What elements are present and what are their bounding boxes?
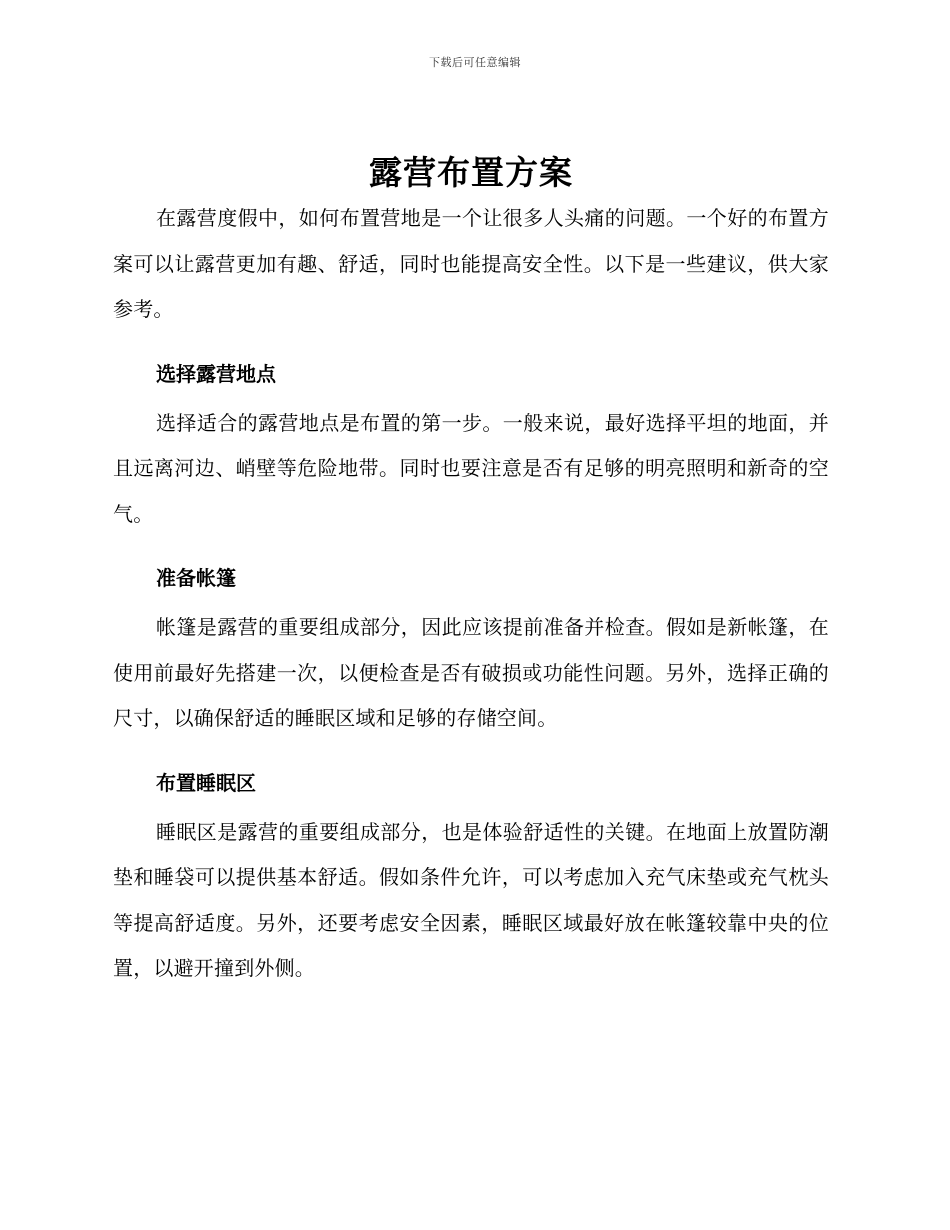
section-heading-tent: 准备帐篷 <box>156 566 236 590</box>
intro-paragraph: 在露营度假中，如何布置营地是一个让很多人头痛的问题。一个好的布置方案可以让露营更加有趣、舒适，同时也能提高安全性。以下是一些建议，供大家参考。 <box>113 206 829 321</box>
document-body <box>113 150 829 992</box>
section-body-sleeping-area: 睡眠区是露营的重要组成部分，也是体验舒适性的关键。在地面上放置防潮垫和睡袋可以提供基本舒适。假如条件允许，可以考虑加入充气床垫或充气枕头等提高舒适度。另外，还要考虑安全因素，睡眠区域最好放在帐篷较靠中央的位置，以避开撞到外侧。 <box>113 819 829 980</box>
section-heading-sleeping-area: 布置睡眠区 <box>156 770 256 795</box>
document-title: 露营布置方案 <box>369 153 573 192</box>
section-heading-campsite: 选择露营地点 <box>156 361 276 386</box>
section-body-campsite: 选择适合的露营地点是布置的第一步。一般来说，最好选择平坦的地面，并且远离河边、峭壁等危险地带。同时也要注意是否有足够的明亮照明和新奇的空气。 <box>113 410 829 526</box>
page-header: 下载后可任意编辑 <box>429 56 521 69</box>
section-body-tent: 帐篷是露营的重要组成部分，因此应该提前准备并检查。假如是新帐篷，在使用前最好先搭建一次，以便检查是否有破损或功能性问题。另外，选择正确的尺寸，以确保舒适的睡眠区域和足够的存储空间。 <box>113 615 829 730</box>
